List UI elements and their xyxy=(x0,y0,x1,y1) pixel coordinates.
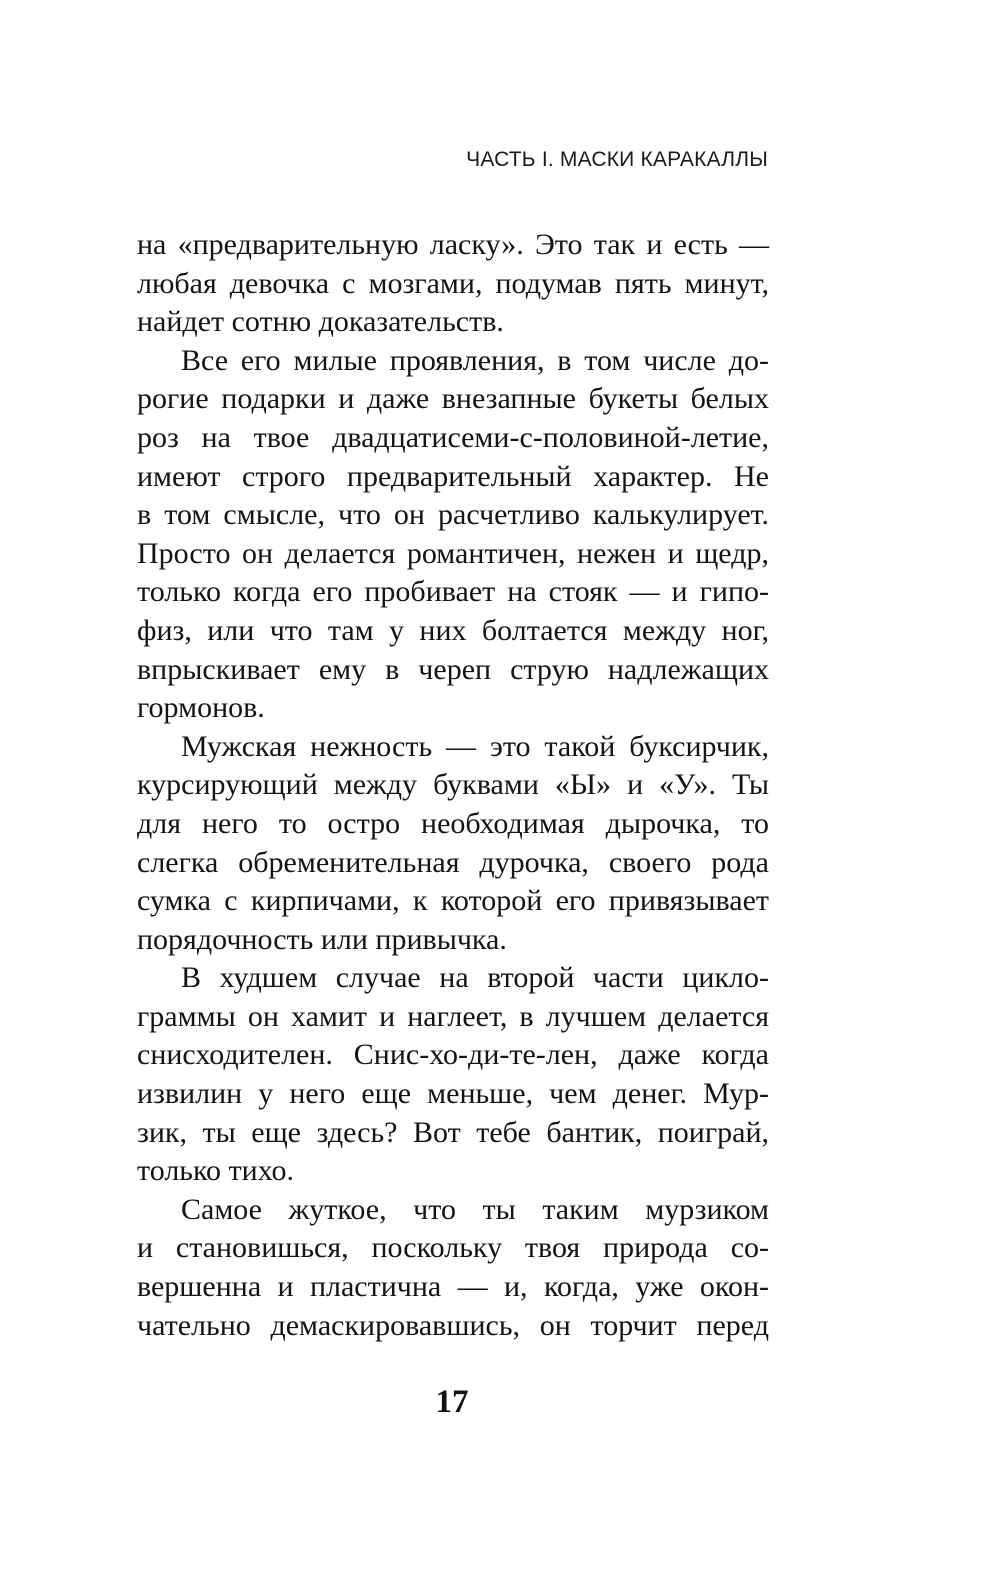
page-number: 17 xyxy=(435,1384,469,1420)
text-line: Все его милые проявления, в том числе до- xyxy=(181,343,769,377)
text-line: найдет сотню доказательств. xyxy=(137,305,504,339)
running-head: ЧАСТЬ I. МАСКИ КАРАКАЛЛЫ xyxy=(466,148,768,171)
text-line: гормонов. xyxy=(137,691,265,725)
text-line: чательно демаскировавшись, он торчит перед xyxy=(137,1308,769,1342)
text-line: имеют строго предварительный характер. Не xyxy=(137,459,769,493)
text-line: извилин у него еще меньше, чем денег. Мур- xyxy=(137,1077,769,1111)
text-line: слегка обременительная дурочка, своего рода xyxy=(137,845,769,879)
text-line: рогие подарки и даже внезапные букеты белых xyxy=(137,382,769,416)
text-line: граммы он хамит и наглеет, в лучшем делается xyxy=(137,999,769,1033)
body-text xyxy=(137,226,769,1345)
text-line: впрыскивает ему в череп струю надлежащих xyxy=(137,652,769,686)
text-line: только тихо. xyxy=(137,1154,295,1188)
text-line: только когда его пробивает на стояк — и гипо- xyxy=(137,575,769,609)
text-line: Мужская нежность — это такой буксирчик, xyxy=(181,729,769,763)
text-line: для него то остро необходимая дырочка, то xyxy=(137,806,769,840)
text-line: зик, ты еще здесь? Вот тебе бантик, поиграй, xyxy=(137,1115,769,1149)
text-line: вершенна и пластична — и, когда, уже окон- xyxy=(137,1270,769,1304)
text-line: сумка с кирпичами, к которой его привязывает xyxy=(137,884,769,918)
text-line: в том смысле, что он расчетливо калькулирует. xyxy=(137,498,769,532)
text-line: Самое жуткое, что ты таким мурзиком xyxy=(181,1192,769,1226)
text-line: Просто он делается романтичен, нежен и щедр, xyxy=(137,536,769,570)
text-line: В худшем случае на второй части цикло- xyxy=(181,961,769,995)
text-line: роз на твое двадцатисеми-с-половиной-летие, xyxy=(137,420,769,454)
text-line: курсирующий между буквами «Ы» и «У». Ты xyxy=(137,768,769,802)
text-line: и становишься, поскольку твоя природа со- xyxy=(137,1231,769,1265)
text-line: на «предварительную ласку». Это так и есть — xyxy=(137,228,769,261)
text-line: любая девочка с мозгами, подумав пять минут, xyxy=(137,266,769,300)
text-line: снисходителен. Снис-хо-ди-те-лен, даже когда xyxy=(137,1038,769,1072)
text-line: порядочность или привычка. xyxy=(137,922,507,956)
text-line: физ, или что там у них болтается между ног, xyxy=(137,613,769,647)
